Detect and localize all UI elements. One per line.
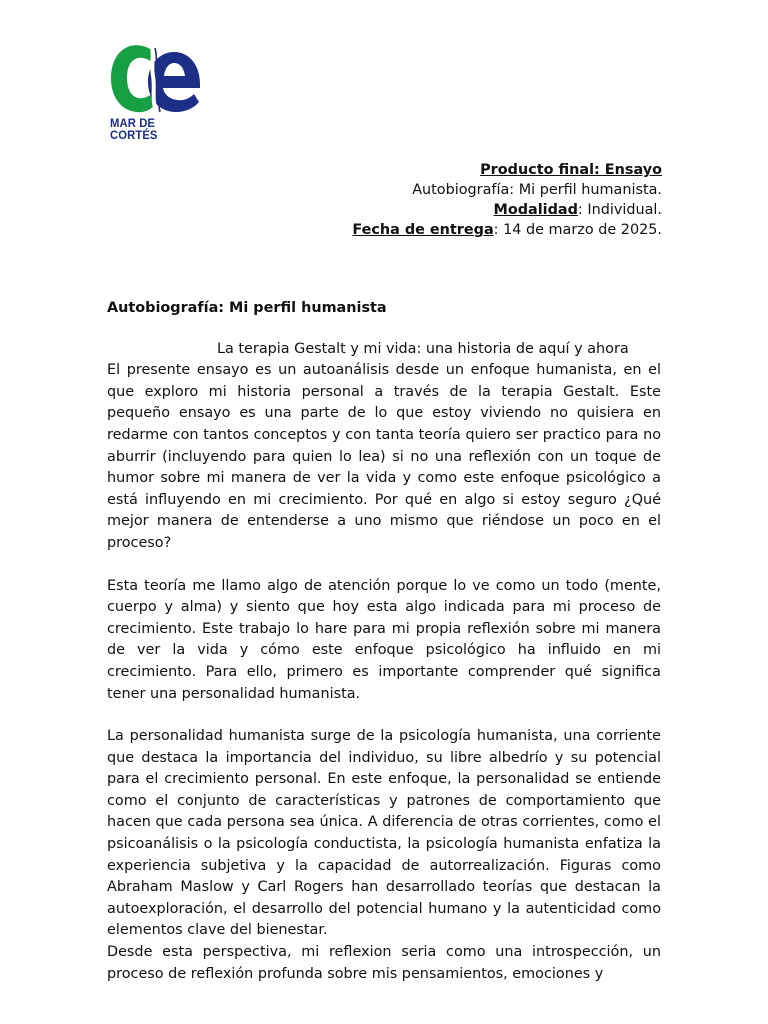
- essay-paragraph-2: Esta teoría me llamo algo de atención porque lo ve como un todo (mente, cuerpo y alma) y siento que hoy esta algo indicada para mi proceso de crecimiento. Este trabajo lo hare para mi propia reflexión sobre mi manera de ver la vida y cómo este enfoque psicológico ha influido en mi crecimiento. Para ello, primero es importante comprender qué significa tener una personalidad humanista.: [107, 577, 661, 702]
- delivery-date-label: Fecha de entrega: [352, 222, 494, 238]
- essay-title: Autobiografía: Mi perfil humanista: [107, 300, 387, 316]
- delivery-date-value: : 14 de marzo de 2025.: [493, 222, 662, 238]
- ce-logo-mark-icon: [108, 42, 204, 120]
- essay-subtitle: La terapia Gestalt y mi vida: una historia de aquí y ahora: [217, 340, 629, 357]
- autobiography-line: Autobiografía: Mi perfil humanista.: [412, 182, 662, 198]
- modality-label: Modalidad: [493, 202, 578, 218]
- modality-value: : Individual.: [577, 202, 662, 218]
- essay-paragraph-3: La personalidad humanista surge de la psicología humanista, una corriente que destaca la importancia del individuo, su libre albedrío y su potencial para el crecimiento personal. En este enfoque, la personalidad se entiende como el conjunto de características y patrones de comportamiento que hacen que cada persona sea única. A diferencia de otras corrientes, como el psicoanálisis o la psicología conductista, la psicología humanista enfatiza la experiencia subjetiva y la capacidad de autorrealización. Figuras como Abraham Maslow y Carl Rogers han desarrollado teorías que destacan la autoexploración, el desarrollo del potencial humano y la autenticidad como elementos clave del bienestar.: [107, 728, 661, 939]
- delivery-date-line: [352, 220, 662, 240]
- assignment-header: [352, 160, 662, 240]
- modality-line: [352, 200, 662, 220]
- logo-wordmark: MAR DE CORTÉS: [110, 118, 158, 142]
- essay-paragraph-4: Desde esta perspectiva, mi reflexion seria como una introspección, un proceso de reflexión profunda sobre mis pensamientos, emociones y: [107, 944, 661, 982]
- essay-paragraph-1: El presente ensayo es un autoanálisis desde un enfoque humanista, en el que exploro mi historia personal a través de la terapia Gestalt. Este pequeño ensayo es una parte de lo que estoy viviendo no quisiera en redarme con tantos conceptos y con tanta teoría quiero ser practico para no aburrir (incluyendo para quien lo lea) si no una reflexión con un toque de humor sobre mi manera de ver la vida y como este enfoque psicológico a está influyendo en mi crecimiento. Por qué en algo si estoy seguro ¿Qué mejor manera de entenderse a uno mismo que riéndose un poco en el proceso?: [107, 362, 661, 551]
- essay-body: [107, 298, 661, 985]
- product-label-line: [352, 160, 662, 180]
- ce-logo: [108, 42, 204, 142]
- product-label: Producto final: Ensayo: [480, 162, 662, 178]
